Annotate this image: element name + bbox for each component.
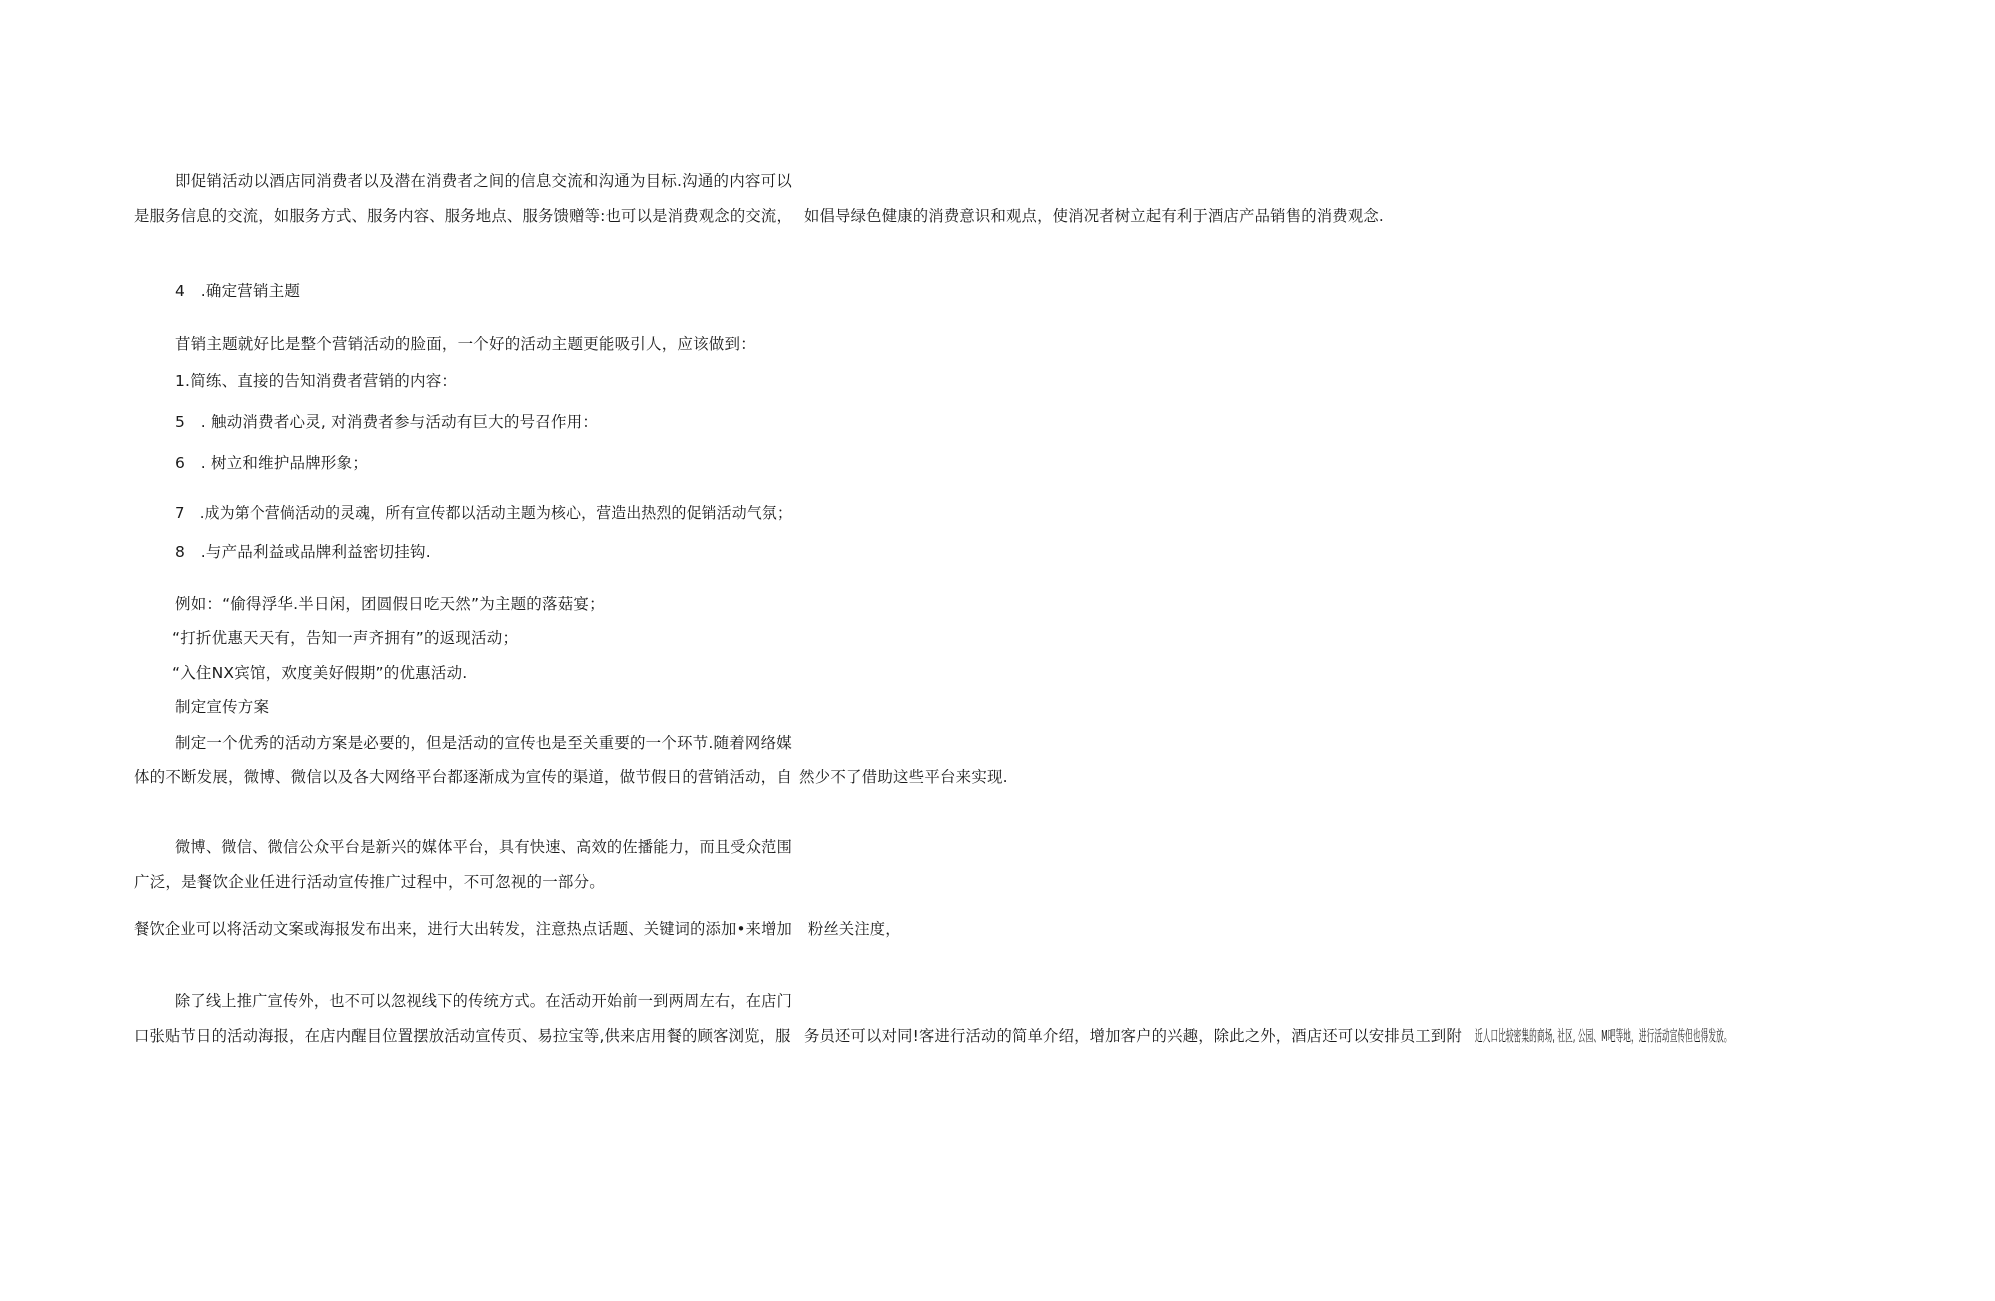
list-item-8: 8 .与产品利益或品牌利益密切挂钩. (175, 543, 431, 561)
paragraph-publicity-importance-cont (134, 762, 1008, 796)
text-line: 微博、微信、微信公众平台是新兴的媒体平台，具有快速、高效的佐播能力，而且受众范围 (175, 838, 793, 856)
text-line: 制定一个优秀的活动方案是必要的，但是活动的宣传也是至关重要的一个环节.随着网络媒 (175, 734, 793, 752)
section-heading-marketing-theme: 4 .确定营销主题 (175, 282, 301, 300)
example-line-2: “打折优惠天天有，告知一声齐拥有”的返现活动； (172, 629, 519, 647)
paragraph-publicity-importance (175, 728, 792, 759)
text-line: 体的不断发展，微博、微信以及各大网络平台都逐渐成为宣传的渠道，做节假日的营销活动，自 (134, 768, 793, 786)
paragraph-new-media (175, 832, 803, 863)
text-line: 即促销活动以酒店同消费者以及潜在消费者之间的信息交流和沟通为目标.沟通的内容可以 (175, 172, 793, 190)
paragraph-offline-promotion-cont (134, 1021, 1995, 1056)
text-line: 粉丝关注度， (807, 920, 901, 938)
text-line: 是服务信息的交流，如服务方式、服务内容、服务地点、服务馈赠等:也可以是消费观念的交流， (134, 207, 792, 225)
text-line: 口张贴节日的活动海报，在店内醒目位置摆放活动宣传页、易拉宝等,供来店用餐的顾客浏览，服 (134, 1027, 791, 1045)
paragraph-promotion-goal-cont (134, 201, 1390, 235)
text-line: 务员还可以对同!客进行活动的简单介绍，增加客户的兴趣，除此之外，酒店还可以安排员工到附 (803, 1027, 1462, 1045)
list-item-1: 1.简练、直接的告知消费者营销的内容： (175, 372, 458, 390)
text-line: 除了线上推广宣传外，也不可以忽视线下的传统方式。在活动开始前一到两周左右，在店门 (175, 992, 793, 1010)
text-line: 近人口比较密集的商场, 社区, 公园、M吧等地，进行活动宣传但也得发放。 (1474, 1027, 1732, 1045)
paragraph-online-sharing (134, 914, 902, 948)
list-item-7: 7 .成为第个营倘活动的灵魂，所有宣传都以活动主题为核心，营造出热烈的促销活动气氛； (175, 504, 793, 522)
section-heading-publicity-plan: 制定宣传方案 (175, 698, 270, 716)
example-line-3: “入住NX宾馆，欢度美好假期”的优惠活动. (172, 664, 468, 682)
text-line: 然少不了借助这些平台来实现. (798, 768, 1008, 786)
text-line: 广泛，是餐饮企业任进行活动宣传推广过程中，不可忽视的一部分。 (134, 873, 606, 891)
paragraph-promotion-goal (175, 166, 792, 197)
paragraph-theme-intro: 苜销主题就好比是整个营销活动的脸面，一个好的活动主题更能吸引人，应该做到： (175, 335, 756, 353)
list-item-6: 6 . 树立和维护品牌形象； (175, 454, 369, 472)
paragraph-offline-promotion (175, 986, 803, 1017)
text-line: 如倡导绿色健康的消费意识和观点，使消况者树立起有利于酒店产品销售的消费观念. (803, 207, 1384, 225)
paragraph-new-media-cont (134, 867, 605, 898)
list-item-5: 5 . 触动消费者心灵, 对消费者参与活动有巨大的号召作用： (175, 413, 599, 431)
example-line-1: 例如：“偷得浮华.半日闲，团圆假日吃天然”为主题的落菇宴； (175, 595, 605, 613)
text-line: 餐饮企业可以将活动文案或海报发布出来，进行大出转发，注意热点话题、关键词的添加•来增加 (134, 920, 792, 938)
